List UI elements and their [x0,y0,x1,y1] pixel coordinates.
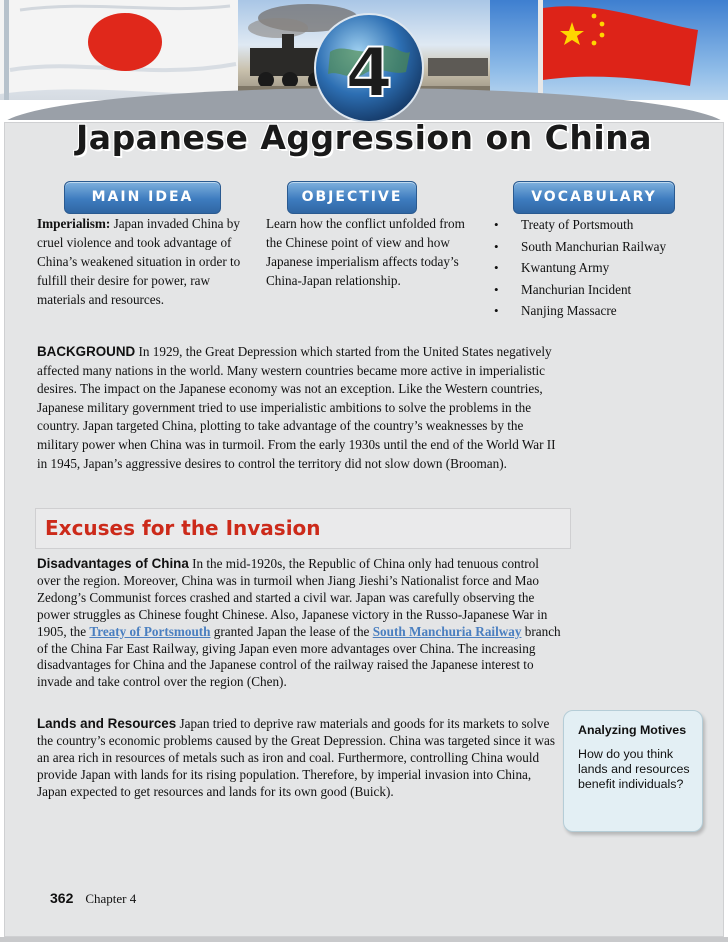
treaty-of-portsmouth-link[interactable]: Treaty of Portsmouth [89,623,211,639]
japanese-flag-illustration [0,0,238,100]
lands-body: Japan tried to deprive raw materials and goods for its markets to solve the country’s economic problems caused by the Great Depression. China was targeted since it was an area rich in resources of metals such as iron and coal. Furthermore, controlling China would provide Japan with lands for its rising population. Therefore, by imperial invasion into China, Japan expected to get resources and lands for its own good (Buick). [37,716,555,799]
vocabulary-tab: VOCABULARY [513,181,675,214]
main-idea-term: Imperialism: [37,216,111,231]
disadvantages-body-1: In the mid-1920s, the Republic of China only had tenuous control over the region. Moreover, China was in turmoil when Jiang Jieshi’s Nationalist force and Mao Zedong’s Communist forces crashed and started a civil war. Japan was carefully observing the power struggles as Chinese fought Chinese. Also, Japanese victory in the Russo-Japanese War in 1905, the [37,556,548,639]
disadvantages-body-2: granted Japan the lease of the [210,623,373,639]
section-title: Excuses for the Invasion [45,516,321,540]
background-paragraph [37,343,567,473]
main-idea-text [37,214,247,309]
footer-chapter: Chapter 4 [85,891,137,906]
chapter-title: Japanese Aggression on China [76,118,652,157]
vocabulary-item: • Nanjing Massacre [490,300,690,322]
chinese-flag-photo [490,0,728,100]
south-manchuria-railway-link[interactable]: South Manchuria Railway [372,623,522,639]
background-body: In 1929, the Great Depression which started from the United States negatively affected many nations in the world. Many western countries became more active in imperialistic desires. The impact on the Japanese economy was not an exception. Like the Western countries, Japanese military government tried to use imperialistic ambitions to solve the problems in the country. Japan targeted China, plotting to take advantage of the country’s weaknesses by the military power when China was in turmoil. From the early 1930s until the end of the World War II in 1945, Japan’s aggressive desires to control the territory did not slow down (Brooman). [37,344,556,471]
japanese-flag-photo [0,0,238,100]
analyzing-motives-sidebar [563,710,703,832]
objective-tab: OBJECTIVE [287,181,417,214]
vocabulary-item: • Manchurian Incident [490,279,690,301]
disadvantages-lead: Disadvantages of China [37,556,189,571]
lands-resources-paragraph [37,716,560,801]
chapter-number-badge [310,12,428,124]
page-number: 362 [50,890,74,906]
main-idea-tab: MAIN IDEA [64,181,221,214]
disadvantages-paragraph [37,556,562,691]
disadvantages-body-3: branch of the China Far East Railway, giving Japan even more advantages over China. The increasing disadvantages for China and the Japanese control of the railway raised the Japanese interest to invade and take control over the region (Chen). [37,623,561,690]
vocabulary-item: • Kwantung Army [490,257,690,279]
section-heading-box [35,508,571,549]
chapter-number: 4 [345,34,393,113]
vocabulary-item: • Treaty of Portsmouth [490,214,690,236]
bottom-band [0,937,728,942]
page-footer [50,890,136,907]
vocabulary-item: • South Manchurian Railway [490,236,690,258]
sidebar-title: Analyzing Motives [578,723,687,737]
sidebar-question: How do you think lands and resources benefit individuals? [578,747,690,791]
lands-lead: Lands and Resources [37,716,177,731]
vocabulary-list [490,214,690,322]
chinese-flag-illustration [490,0,728,100]
objective-text: Learn how the conflict unfolded from the Chinese point of view and how Japanese imperialism affects today’s China-Japan relationship. [266,216,465,288]
background-lead: BACKGROUND [37,344,136,359]
main-idea-body: Japan invaded China by cruel violence and took advantage of China’s weakened situation in order to fulfill their desire for power, raw materials and resources. [37,216,241,307]
